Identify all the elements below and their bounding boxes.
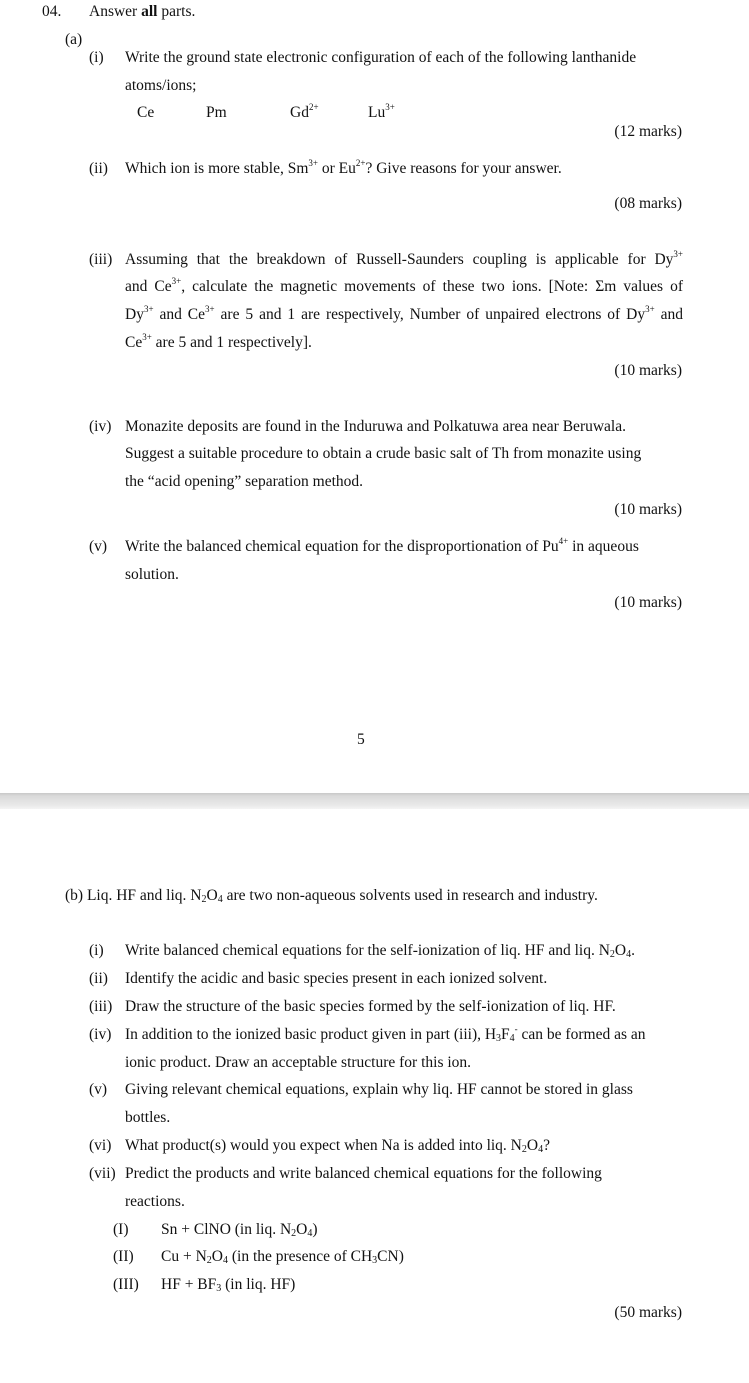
subpart-iii-line4: $Ce^{3+}$ are 5 and 1 respectively].: [125, 332, 312, 351]
b-subpart-iv-line2: ionic product. Draw an acceptable structure for this ion.: [125, 1054, 472, 1071]
subpart-v-line1: Write the balanced chemical equation for the disproportionation of $Pu^{4+}$ in aqueous: [125, 536, 639, 555]
species-gd: $Gd^{2+}$: [290, 102, 319, 121]
question-instruction: Answer all parts.: [89, 3, 196, 20]
reaction-II-number: (II): [113, 1248, 134, 1265]
part-a-label: (a): [65, 31, 83, 48]
subpart-ii-number: (ii): [89, 160, 108, 177]
subpart-iii-number: (iii): [89, 251, 113, 268]
b-subpart-vi-text: What product(s) would you expect when Na is added into liq. $N_2O_4$?: [125, 1137, 550, 1155]
subpart-iii-marks: (10 marks): [614, 362, 682, 379]
b-subpart-v-line1: Giving relevant chemical equations, explain why liq. HF cannot be stored in glass: [125, 1081, 633, 1098]
subpart-iii-line3: $Dy^{3+}$ and $Ce^{3+}$ are 5 and 1 are respectively, Number of unpaired electrons of $Dy^{3+}$ and: [125, 304, 683, 323]
subpart-iii-line1: Assuming that the breakdown of Russell-Saunders coupling is applicable for $Dy^{3+}$: [125, 249, 683, 268]
reaction-III-text: HF + $BF_3$ (in liq. HF): [161, 1276, 296, 1294]
b-subpart-i-number: (i): [89, 942, 104, 959]
species-pm: Pm: [206, 104, 227, 121]
b-subpart-vii-number: (vii): [89, 1165, 116, 1182]
reaction-I-text: Sn + ClNO (in liq. $N_2O_4$): [161, 1221, 318, 1239]
b-subpart-ii-text: Identify the acidic and basic species present in each ionized solvent.: [125, 970, 548, 987]
question-number: 04.: [42, 3, 62, 20]
page-separator: [0, 793, 749, 809]
page-number: 5: [357, 731, 365, 748]
subpart-i-number: (i): [89, 49, 104, 66]
b-subpart-iii-number: (iii): [89, 998, 113, 1015]
b-subpart-ii-number: (ii): [89, 970, 108, 987]
subpart-iv-line2: Suggest a suitable procedure to obtain a crude basic salt of Th from monazite using: [125, 445, 642, 462]
b-subpart-v-number: (v): [89, 1081, 108, 1098]
reaction-III-number: (III): [113, 1276, 139, 1293]
reaction-II-text: $Cu + N_2O_4$ (in the presence of $CH_3CN$): [161, 1248, 404, 1266]
b-subpart-i-text: Write balanced chemical equations for the self-ionization of liq. HF and liq. $N_2O_4$.: [125, 942, 635, 960]
species-ce: Ce: [137, 104, 155, 121]
b-subpart-iv-line1: In addition to the ionized basic product given in part (iii), $H_3F_4^-$ can be formed as an: [125, 1024, 646, 1044]
subpart-i-marks: (12 marks): [614, 123, 682, 140]
b-subpart-iv-number: (iv): [89, 1026, 112, 1043]
subpart-iii-line2: and $Ce^{3+}$, calculate the magnetic movements of these two ions. [Note: Σm values of: [125, 276, 683, 295]
subpart-ii-marks: (08 marks): [614, 195, 682, 212]
subpart-iv-line1: Monazite deposits are found in the Induruwa and Polkatuwa area near Beruwala.: [125, 418, 626, 435]
subpart-i-line1: Write the ground state electronic configuration of each of the following lanthanide: [125, 49, 637, 66]
subpart-iv-number: (iv): [89, 418, 112, 435]
subpart-iv-line3: the “acid opening” separation method.: [125, 473, 364, 490]
part-b-intro: (b) Liq. HF and liq. $N_2O_4$ are two non-aqueous solvents used in research and industry.: [65, 887, 598, 905]
part-b-marks: (50 marks): [614, 1304, 682, 1321]
b-subpart-iii-text: Draw the structure of the basic species formed by the self-ionization of liq. HF.: [125, 998, 616, 1015]
reaction-I-number: (I): [113, 1221, 129, 1238]
subpart-ii-text: Which ion is more stable, $Sm^{3+}$ or $Eu^{2+}$? Give reasons for your answer.: [125, 158, 562, 177]
b-subpart-vii-line1: Predict the products and write balanced chemical equations for the following: [125, 1165, 602, 1182]
b-subpart-vi-number: (vi): [89, 1137, 112, 1154]
b-subpart-vii-line2: reactions.: [125, 1193, 185, 1210]
subpart-iv-marks: (10 marks): [614, 501, 682, 518]
b-subpart-v-line2: bottles.: [125, 1109, 171, 1126]
species-lu: $Lu^{3+}$: [368, 102, 395, 121]
subpart-i-line2: atoms/ions;: [125, 77, 197, 94]
subpart-v-number: (v): [89, 538, 108, 555]
subpart-v-marks: (10 marks): [614, 594, 682, 611]
subpart-v-line2: solution.: [125, 566, 179, 583]
